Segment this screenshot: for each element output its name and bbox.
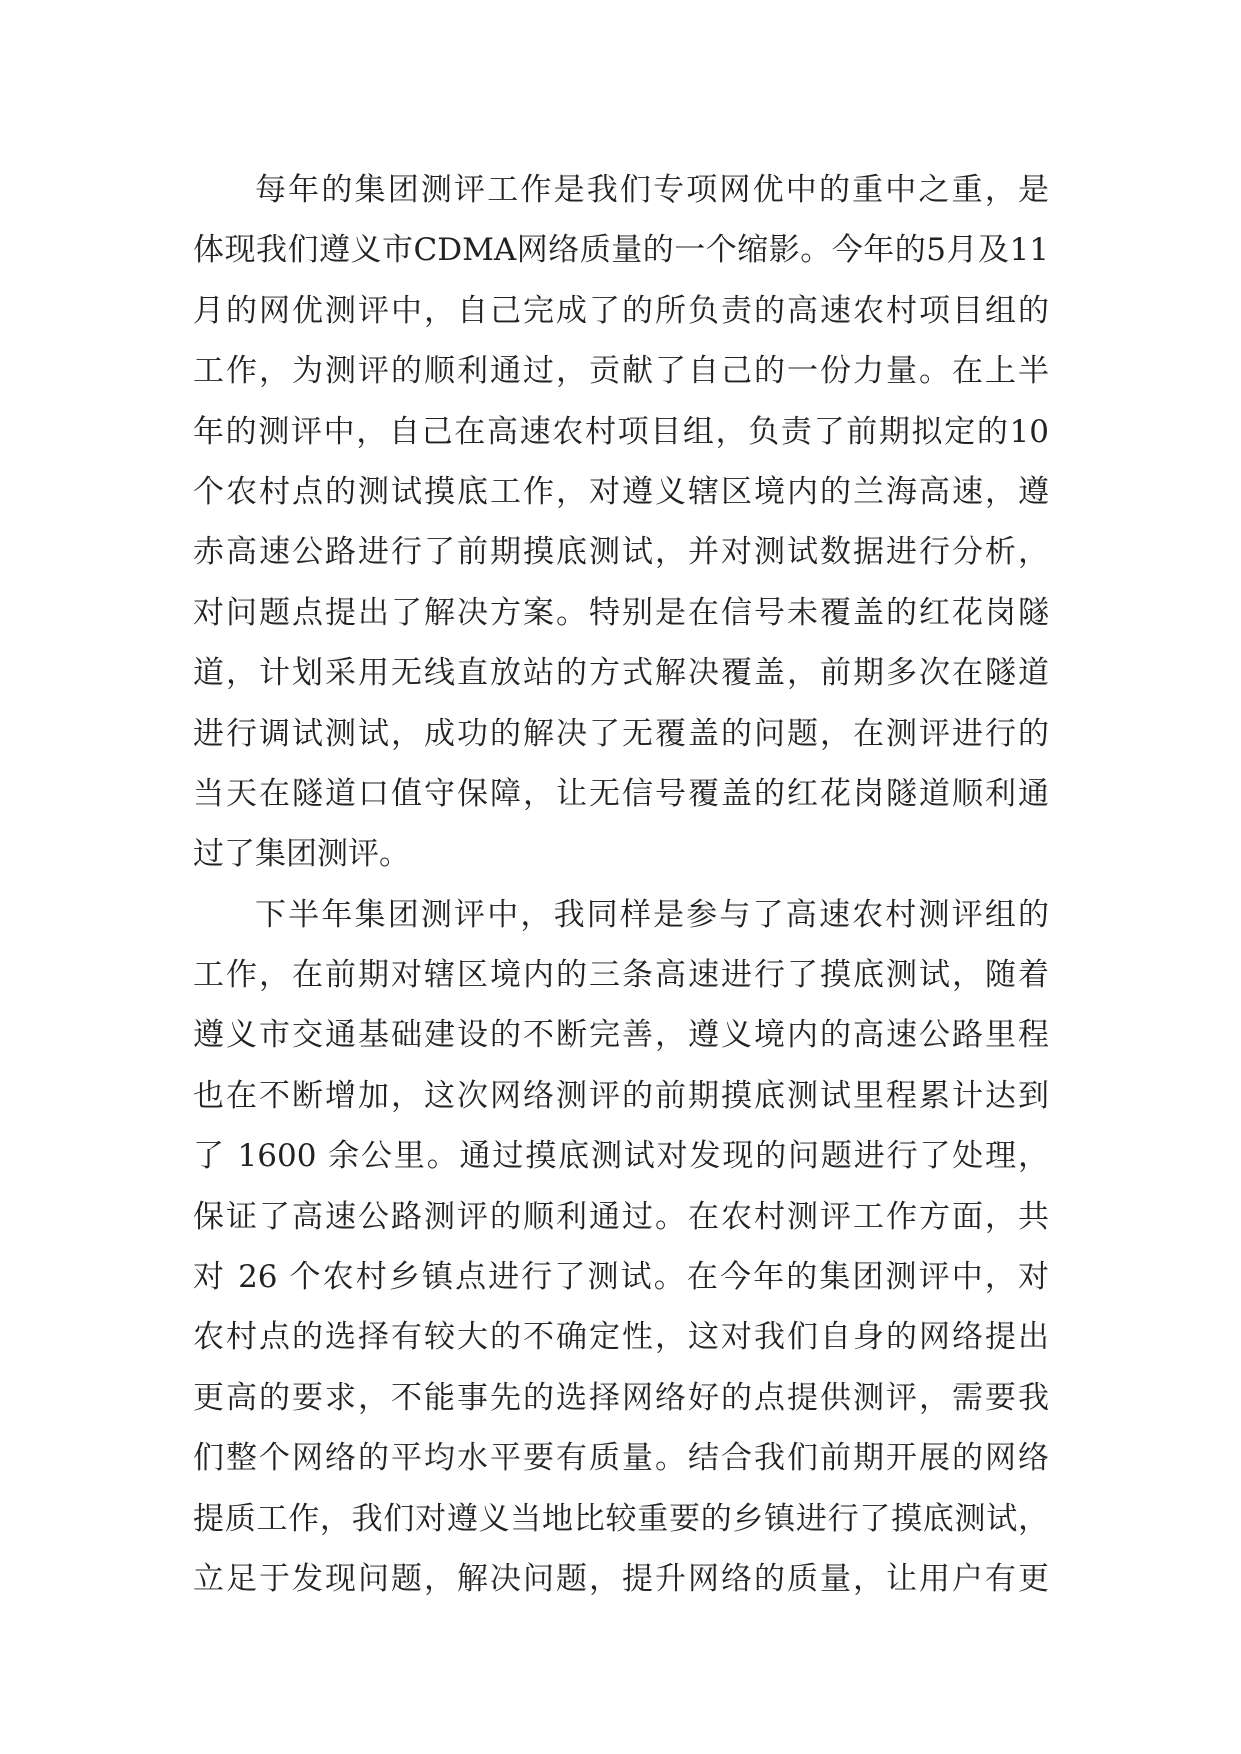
text-line: 农村点的选择有较大的不确定性，这对我们自身的网络提出 bbox=[193, 1319, 1049, 1356]
text-line: 工作，在前期对辖区境内的三条高速进行了摸底测试，随着 bbox=[193, 957, 1049, 994]
text-line: 了 1600 余公里。通过摸底测试对发现的问题进行了处理， bbox=[193, 1138, 1049, 1175]
text-line: 过了集团测评。 bbox=[193, 836, 410, 873]
text-line: 个农村点的测试摸底工作，对遵义辖区境内的兰海高速，遵 bbox=[193, 473, 1049, 510]
text-line: 立足于发现问题，解决问题，提升网络的质量，让用户有更 bbox=[193, 1560, 1049, 1597]
text-line: 下半年集团测评中，我同样是参与了高速农村测评组的 bbox=[255, 896, 1049, 933]
text-line: 年的测评中，自己在高速农村项目组，负责了前期拟定的10 bbox=[193, 413, 1049, 450]
text-line: 进行调试测试，成功的解决了无覆盖的问题，在测评进行的 bbox=[193, 715, 1049, 752]
text-line: 月的网优测评中，自己完成了的所负责的高速农村项目组的 bbox=[193, 292, 1049, 329]
paragraph-2 bbox=[193, 885, 1049, 1610]
text-line: 赤高速公路进行了前期摸底测试，并对测试数据进行分析， bbox=[193, 534, 1049, 571]
text-line: 当天在隧道口值守保障，让无信号覆盖的红花岗隧道顺利通 bbox=[193, 775, 1049, 812]
text-line: 道，计划采用无线直放站的方式解决覆盖，前期多次在隧道 bbox=[193, 655, 1049, 692]
text-line: 对 26 个农村乡镇点进行了测试。在今年的集团测评中，对 bbox=[193, 1259, 1049, 1296]
paragraph-1 bbox=[193, 160, 1049, 885]
text-line: 体现我们遵义市CDMA网络质量的一个缩影。今年的5月及11 bbox=[193, 232, 1049, 269]
text-line: 提质工作，我们对遵义当地比较重要的乡镇进行了摸底测试， bbox=[193, 1500, 1049, 1537]
text-line: 对问题点提出了解决方案。特别是在信号未覆盖的红花岗隧 bbox=[193, 594, 1049, 631]
text-line: 也在不断增加，这次网络测评的前期摸底测试里程累计达到 bbox=[193, 1077, 1049, 1114]
text-line: 遵义市交通基础建设的不断完善，遵义境内的高速公路里程 bbox=[193, 1017, 1049, 1054]
text-line: 工作，为测评的顺利通过，贡献了自己的一份力量。在上半 bbox=[193, 353, 1049, 390]
document-body bbox=[193, 160, 1049, 1609]
text-line: 更高的要求，不能事先的选择网络好的点提供测评，需要我 bbox=[193, 1379, 1049, 1416]
text-line: 保证了高速公路测评的顺利通过。在农村测评工作方面，共 bbox=[193, 1198, 1049, 1235]
text-line: 们整个网络的平均水平要有质量。结合我们前期开展的网络 bbox=[193, 1440, 1049, 1477]
text-line: 每年的集团测评工作是我们专项网优中的重中之重，是 bbox=[255, 172, 1049, 208]
